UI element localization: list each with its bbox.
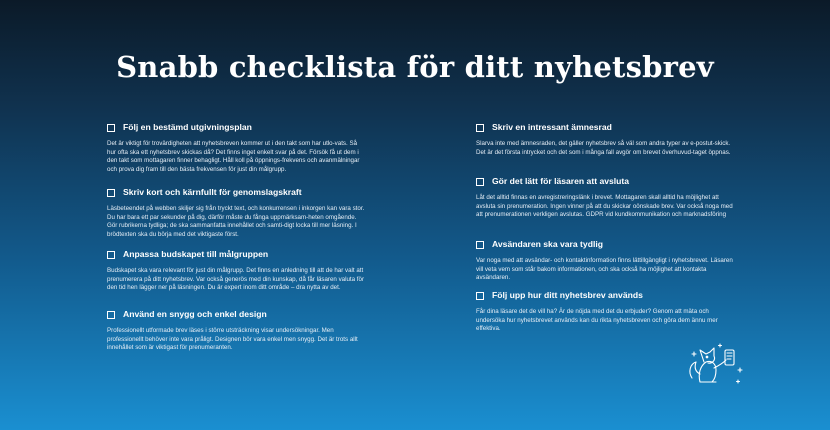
checklist-item-text: Professionellt utformade brev läses i större utsträckning visar undersökningar. Men professionellt behöver inte vara pråligt. Designen bör vara enkel men snygg. Det är trots allt innehållet som är viktigast för prenumeranten. bbox=[107, 327, 358, 352]
checklist-item-text: Låt det alltid finnas en avregistreringslänk i brevet. Mottagaren skall alltid ha möjlighet att avsluta sin prenumeration. Ingen vinner på att du skickar oönskade brev. Var också noga med att prenumerationen verkligen avslutas. GDPR vid kundkommunikation och marknadsföring bbox=[476, 194, 733, 219]
checkbox-icon bbox=[476, 124, 484, 132]
checklist-item-heading: Följ en bestämd utgivningsplan bbox=[123, 122, 252, 132]
checklist-item-text: Budskapet ska vara relevant för just din målgrupp. Det finns en anledning till att de har valt att prenumerera på ditt nyhetsbrev. Var också generös med din kunskap, då får läsaren valuta för den tid hen lägger ner på läsningen. Du är expert inom ditt område – dra nytta av det. bbox=[107, 267, 365, 292]
page-title: Snabb checklista för ditt nyhetsbrev bbox=[116, 50, 714, 84]
checklist-item bbox=[107, 122, 369, 187]
checklist-item bbox=[476, 122, 738, 176]
checklist-item-text: Det är viktigt för trovärdigheten att nyhetsbreven kommer ut i den takt som har utlo-vats. Så hur ofta ska ett nyhetsbrev skickas då? Det finns inget enkelt svar på det. Försök få ut dem i den takt som mottagaren finner behagligt. Håll koll på öppnings-frekvens och avanmälningar och prova dig fram till den bästa frekvensen för just din målgrupp. bbox=[107, 140, 360, 173]
checkbox-icon bbox=[107, 311, 115, 319]
checklist-left-column bbox=[107, 122, 369, 369]
checkbox-icon bbox=[476, 241, 484, 249]
checkbox-icon bbox=[476, 292, 484, 300]
checkbox-icon bbox=[476, 178, 484, 186]
checklist-item-heading: Anpassa budskapet till målgruppen bbox=[123, 249, 269, 259]
checklist-right-column bbox=[476, 122, 738, 340]
checklist-item-heading: Skriv en intressant ämnesrad bbox=[492, 122, 612, 132]
checklist-item-heading: Skriv kort och kärnfullt för genomslagskraft bbox=[123, 187, 302, 197]
checklist-item-text: Får dina läsare det de vill ha? Är de nöjda med det du erbjuder? Genom att mäta och undersöka hur nyhetsbrevet används kan du rikta nyhetsbreven och göra dem ännu mer effektiva. bbox=[476, 308, 718, 333]
checklist-item-text: Slarva inte med ämnesraden, det gäller nyhetsbrev så väl som andra typer av e-postut-skick. Det är det första intrycket och det som i många fall avgör om brevet överhuvud-taget öppnas. bbox=[476, 140, 731, 156]
checklist-item-heading: Gör det lätt för läsaren att avsluta bbox=[492, 176, 630, 186]
checklist-item-heading: Använd en snygg och enkel design bbox=[123, 309, 267, 319]
checklist-item-heading: Avsändaren ska vara tydlig bbox=[492, 239, 603, 249]
checkbox-icon bbox=[107, 189, 115, 197]
checklist-item bbox=[476, 176, 738, 239]
checklist-item bbox=[107, 187, 369, 249]
checklist-item bbox=[476, 239, 738, 290]
checkbox-icon bbox=[107, 124, 115, 132]
checklist-item-text: Läsbeteendet på webben skiljer sig från tryckt text, och konkurrensen i inkorgen kan vara stor. Du har bara ett par sekunder på dig, därför måste du fånga uppmärksam-heten omgående. Gör rubrikerna tydliga; de ska sammanfatta innehållet och samti-digt locka till mer läsning. I brödtexten ska du börja med det viktigaste först. bbox=[107, 205, 365, 238]
checkbox-icon bbox=[107, 251, 115, 259]
checklist-item-text: Var noga med att avsändar- och kontaktinformation finns lättillgängligt i nyhetsbrevet. Läsaren vill veta vem som står bakom informationen, och ska också ha möjlighet att kontakta avsändaren. bbox=[476, 257, 733, 282]
checklist-item bbox=[107, 309, 369, 369]
checklist-item bbox=[107, 249, 369, 309]
fox-mascot-icon bbox=[686, 338, 748, 386]
checklist-item bbox=[476, 290, 738, 340]
checklist-item-heading: Följ upp hur ditt nyhetsbrev används bbox=[492, 290, 643, 300]
